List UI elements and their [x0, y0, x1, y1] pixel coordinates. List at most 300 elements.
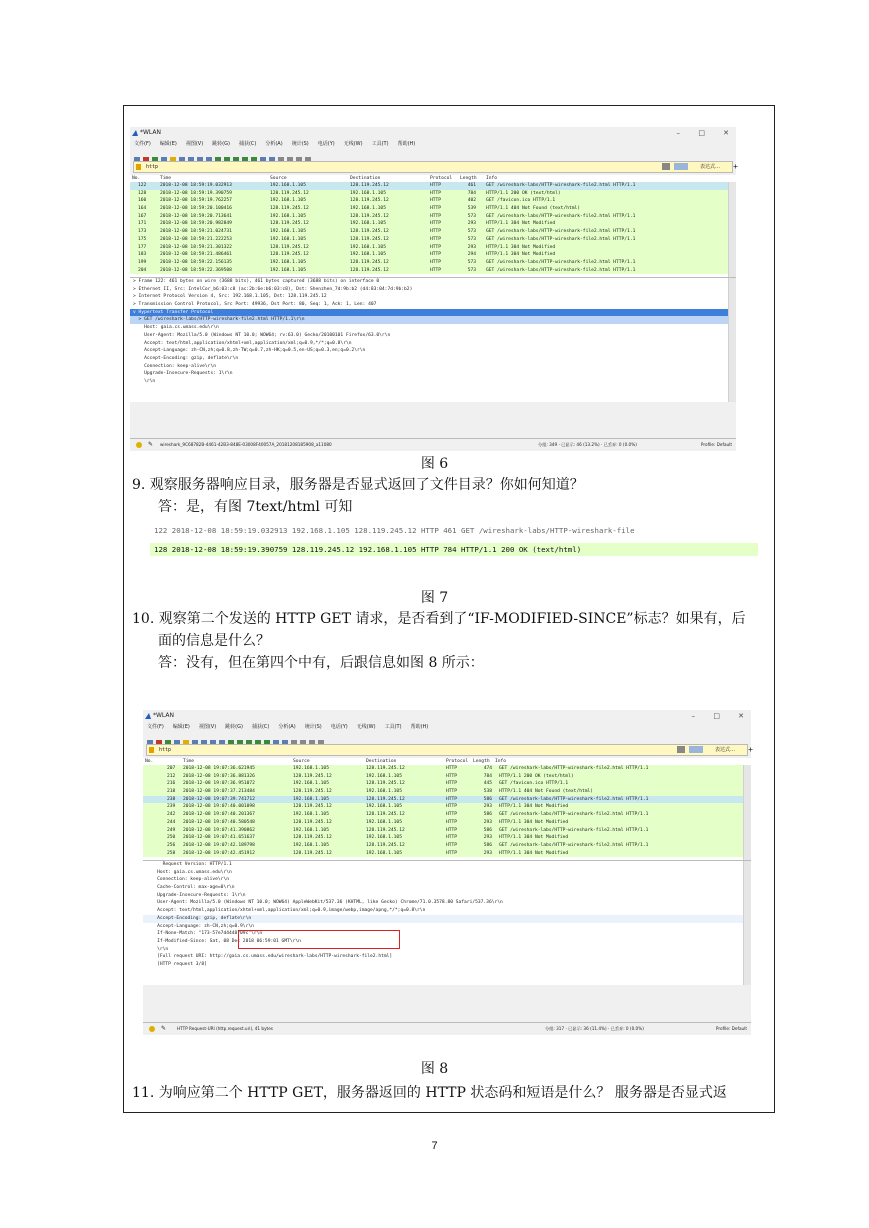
- detail-line[interactable]: [143, 899, 751, 907]
- cell-time: 2018-12-08 18:59:20.982849: [160, 221, 232, 227]
- packet-row[interactable]: [143, 788, 751, 796]
- menu-help[interactable]: 帮助(H): [410, 724, 429, 730]
- cell-destination: 192.168.1.105: [350, 252, 386, 258]
- col-length[interactable]: Length: [473, 759, 490, 764]
- col-time[interactable]: Time: [183, 759, 195, 764]
- packet-list: [143, 765, 751, 860]
- add-filter-icon[interactable]: +: [748, 745, 753, 754]
- detail-line[interactable]: [130, 363, 736, 371]
- cell-time: 2018-12-08 18:59:21.486461: [160, 252, 232, 258]
- edit-comment-icon[interactable]: ✎: [148, 441, 154, 448]
- cell-destination: 128.119.245.12: [366, 842, 405, 848]
- add-filter-icon[interactable]: +: [733, 162, 738, 171]
- detail-text: User-Agent: Mozilla/5.0 (Windows NT 10.0; WOW64; rv:63.0) Gecko/20100101 Firefox/63.0\r\n: [133, 332, 391, 338]
- cell-length: 573: [467, 229, 476, 235]
- menu-wireless[interactable]: 无线(W): [356, 724, 376, 730]
- expression-button[interactable]: 表达式…: [714, 747, 735, 753]
- cell-source: 192.168.1.105: [293, 766, 329, 771]
- cell-source: 192.168.1.105: [293, 812, 329, 818]
- cell-time: 2018-12-08 19:07:37.213484: [183, 789, 255, 795]
- detail-line[interactable]: [143, 884, 751, 892]
- packet-row[interactable]: [130, 228, 736, 236]
- cell-info: HTTP/1.1 304 Not Modified: [499, 804, 569, 810]
- status-ready-icon: [149, 1026, 155, 1032]
- cell-source: 128.119.245.12: [293, 850, 332, 856]
- cell-info: GET /wireshark-labs/HTTP-wireshark-file2.html HTTP/1.1: [486, 183, 636, 188]
- detail-line[interactable]: [130, 347, 736, 355]
- cell-protocol: HTTP: [446, 773, 458, 779]
- cell-protocol: HTTP: [430, 190, 442, 196]
- cell-source: 128.119.245.12: [293, 835, 332, 841]
- menu-edit[interactable]: 编辑(E): [159, 141, 177, 147]
- cell-destination: 128.119.245.12: [366, 827, 405, 833]
- cell-protocol: HTTP: [446, 842, 458, 848]
- expression-button[interactable]: 表达式…: [699, 164, 720, 170]
- cell-source: 128.119.245.12: [293, 789, 332, 795]
- cell-length: 293: [483, 804, 492, 810]
- cell-source: 192.168.1.105: [293, 842, 329, 848]
- maximize-icon[interactable]: □: [713, 712, 720, 720]
- col-destination[interactable]: Destination: [366, 759, 397, 764]
- menu-telephony[interactable]: 电话(Y): [330, 724, 348, 730]
- detail-text: Accept-Encoding: gzip, deflate\r\n: [146, 915, 252, 921]
- question-10-line1: 10. 观察第二个发送的 HTTP GET 请求，是否看到了“IF-MODIFIED-SINCE”标志？如果有，后: [132, 611, 746, 627]
- cell-no: 207: [167, 766, 176, 771]
- detail-text: Cache-Control: max-age=0\r\n: [146, 885, 235, 891]
- cell-time: 2018-12-08 19:07:39.741712: [183, 796, 255, 802]
- cell-source: 128.119.245.12: [270, 221, 309, 227]
- packet-row[interactable]: [130, 259, 736, 267]
- menu-analyze[interactable]: 分析(A): [265, 141, 283, 147]
- close-icon[interactable]: ✕: [723, 129, 729, 137]
- col-no[interactable]: No.: [145, 759, 154, 764]
- menubar: [130, 139, 736, 149]
- packet-list-scrollbar[interactable]: [743, 765, 751, 860]
- figure-7-caption: 图 7: [420, 590, 449, 606]
- packet-row[interactable]: [143, 780, 751, 788]
- page-number: 7: [431, 1140, 438, 1152]
- cell-destination: 192.168.1.105: [350, 190, 386, 196]
- status-ready-icon: [136, 442, 142, 448]
- cell-source: 192.168.1.105: [270, 236, 306, 242]
- detail-line[interactable]: [130, 286, 736, 294]
- cell-no: 249: [167, 827, 176, 833]
- detail-text: > GET /wireshark-labs/HTTP-wireshark-file2.html HTTP/1.1\r\n: [133, 317, 305, 323]
- col-length[interactable]: Length: [460, 176, 477, 181]
- cell-destination: 192.168.1.105: [366, 804, 402, 810]
- cell-source: 192.168.1.105: [270, 259, 306, 265]
- cell-no: 216: [167, 781, 176, 787]
- cell-destination: 128.119.245.12: [350, 183, 389, 188]
- cell-time: 2018-12-08 19:07:40.580548: [183, 819, 255, 825]
- cell-source: 192.168.1.105: [293, 796, 329, 802]
- cell-source: 192.168.1.105: [270, 198, 306, 204]
- cell-no: 199: [138, 259, 147, 265]
- cell-destination: 192.168.1.105: [366, 835, 402, 841]
- cell-length: 586: [483, 812, 492, 818]
- clear-filter-icon[interactable]: [677, 746, 685, 753]
- cell-destination: 128.119.245.12: [366, 796, 405, 802]
- clear-filter-icon[interactable]: [662, 163, 670, 170]
- cell-length: 784: [483, 773, 492, 779]
- cell-no: 177: [138, 244, 147, 250]
- cell-time: 2018-12-08 19:07:36.881326: [183, 773, 255, 779]
- detail-line[interactable]: [143, 861, 751, 869]
- cell-source: 128.119.245.12: [293, 819, 332, 825]
- cell-info: HTTP/1.1 404 Not Found (text/html): [486, 206, 581, 212]
- cell-time: 2018-12-08 19:07:36.621945: [183, 766, 255, 771]
- cell-info: GET /wireshark-labs/HTTP-wireshark-file2.html HTTP/1.1: [499, 842, 649, 848]
- menu-telephony[interactable]: 电话(Y): [317, 141, 335, 147]
- profile-label[interactable]: Profile: Default: [715, 1026, 747, 1031]
- cell-protocol: HTTP: [446, 819, 458, 825]
- col-source[interactable]: Source: [270, 176, 287, 181]
- cell-destination: 128.119.245.12: [366, 781, 405, 787]
- detail-line[interactable]: [143, 961, 751, 969]
- cell-length: 445: [483, 781, 492, 787]
- packet-details: [143, 860, 751, 985]
- cell-time: 2018-12-08 18:59:21.301322: [160, 244, 232, 250]
- cell-time: 2018-12-08 19:07:40.001098: [183, 804, 255, 810]
- packet-row[interactable]: [143, 827, 751, 835]
- detail-text: Accept-Language: zh-CN,zh;q=0.8,zh-TW;q=0.7,zh-HK;q=0.5,en-US;q=0.3,en;q=0.2\r\n: [133, 348, 366, 354]
- question-9: 9. 观察服务器响应目录，服务器是否显式返回了文件目录？你如何知道？: [132, 477, 584, 493]
- packet-row[interactable]: [143, 819, 751, 827]
- statusbar: [143, 1022, 751, 1035]
- detail-line[interactable]: [130, 355, 736, 363]
- menu-tools[interactable]: 工具(T): [384, 724, 402, 730]
- profile-label[interactable]: Profile: Default: [700, 442, 732, 447]
- wireshark-window-fig6: [130, 127, 736, 451]
- packet-row[interactable]: [130, 205, 736, 213]
- cell-no: 183: [138, 252, 147, 258]
- detail-line[interactable]: [143, 892, 751, 900]
- window-title: *WLAN: [140, 129, 162, 136]
- cell-time: 2018-12-08 18:59:21.024731: [160, 229, 232, 235]
- cell-info: HTTP/1.1 200 OK (text/html): [486, 190, 561, 196]
- detail-text: Upgrade-Insecure-Requests: 1\r\n: [133, 371, 233, 377]
- detail-text: [HTTP request 3/8]: [146, 961, 207, 967]
- cell-protocol: HTTP: [446, 804, 458, 810]
- detail-line[interactable]: [130, 378, 736, 386]
- packet-row[interactable]: [130, 244, 736, 252]
- cell-time: 2018-12-08 18:59:19.390759: [160, 190, 232, 196]
- cell-time: 2018-12-08 19:07:42.451912: [183, 850, 255, 856]
- detail-line[interactable]: [143, 923, 751, 931]
- detail-text: If-Modified-Since: Sat, 08 Dec 2018 06:59:01 GMT\r\n: [146, 938, 301, 944]
- packet-list: [130, 182, 736, 277]
- cell-source: 192.168.1.105: [270, 267, 306, 273]
- figure-8-caption: 图 8: [420, 1061, 449, 1077]
- cell-destination: 192.168.1.105: [366, 773, 402, 779]
- cell-info: GET /wireshark-labs/HTTP-wireshark-file2.html HTTP/1.1: [486, 267, 636, 273]
- packet-row[interactable]: [143, 773, 751, 781]
- menu-view[interactable]: 视图(V): [198, 724, 217, 730]
- apply-filter-icon[interactable]: [674, 163, 688, 170]
- col-no[interactable]: No.: [132, 176, 141, 181]
- cell-destination: 128.119.245.12: [366, 812, 405, 818]
- packet-row[interactable]: [143, 796, 751, 804]
- col-info[interactable]: Info: [486, 176, 498, 181]
- cell-destination: 192.168.1.105: [350, 206, 386, 212]
- packet-row-200-ok[interactable]: [150, 543, 758, 556]
- cell-destination: 128.119.245.12: [366, 766, 405, 771]
- packet-row[interactable]: [130, 251, 736, 259]
- cell-no: 258: [167, 850, 176, 856]
- cell-time: 2018-12-08 18:59:21.222253: [160, 236, 232, 242]
- detail-line[interactable]: [143, 876, 751, 884]
- cell-time: 2018-12-08 18:59:19.032913: [160, 183, 232, 188]
- maximize-icon[interactable]: □: [698, 129, 705, 137]
- col-protocol[interactable]: Protocol: [430, 176, 453, 181]
- cell-no: 173: [138, 229, 147, 235]
- cell-length: 293: [483, 835, 492, 841]
- packet-row[interactable]: [130, 182, 736, 190]
- figure-6-caption: 图 6: [420, 456, 449, 472]
- cell-info: GET /wireshark-labs/HTTP-wireshark-file2.html HTTP/1.1: [486, 213, 636, 219]
- detail-text: Upgrade-Insecure-Requests: 1\r\n: [146, 892, 246, 898]
- cell-source: 128.119.245.12: [293, 804, 332, 810]
- cell-protocol: HTTP: [446, 812, 458, 818]
- details-scrollbar[interactable]: [743, 861, 751, 985]
- packet-row[interactable]: [130, 197, 736, 205]
- packet-row[interactable]: [143, 850, 751, 858]
- cell-source: 128.119.245.12: [270, 252, 309, 258]
- cell-length: 474: [483, 766, 492, 771]
- cell-info: HTTP/1.1 304 Not Modified: [499, 850, 569, 856]
- detail-line[interactable]: [143, 907, 751, 915]
- display-filter-input[interactable]: [133, 161, 738, 173]
- cell-info: GET /wireshark-labs/HTTP-wireshark-file2.html HTTP/1.1: [499, 796, 649, 802]
- cell-info: GET /wireshark-labs/HTTP-wireshark-file2.html HTTP/1.1: [499, 827, 649, 833]
- detail-text: Connection: keep-alive\r\n: [133, 363, 216, 369]
- menu-capture[interactable]: 捕获(C): [251, 724, 270, 730]
- cell-no: 238: [167, 796, 176, 802]
- cell-source: 192.168.1.105: [270, 229, 306, 235]
- menu-edit[interactable]: 编辑(E): [172, 724, 190, 730]
- capture-file-name: wireshark_9C68782B-4461-42B3-848E-03008F40057A_20181208185908_a11080: [160, 442, 332, 447]
- packet-row[interactable]: [130, 220, 736, 228]
- answer-9: 答：是，有图 7text/html 可知: [158, 499, 353, 515]
- packet-row[interactable]: [143, 842, 751, 850]
- packet-row-text: 128 2018-12-08 18:59:19.390759 128.119.245.12 192.168.1.105 HTTP 784 HTTP/1.1 200 OK (text/html): [154, 545, 582, 554]
- detail-line[interactable]: [130, 309, 736, 317]
- cell-length: 539: [467, 206, 476, 212]
- menu-wireless[interactable]: 无线(W): [343, 141, 363, 147]
- cell-length: 586: [483, 827, 492, 833]
- detail-line[interactable]: [130, 301, 736, 309]
- bookmark-icon: [136, 164, 141, 170]
- details-scrollbar[interactable]: [728, 278, 736, 402]
- packet-list-scrollbar[interactable]: [728, 182, 736, 277]
- detail-line[interactable]: [143, 946, 751, 954]
- cell-protocol: HTTP: [430, 236, 442, 242]
- menu-statistics[interactable]: 统计(S): [304, 724, 322, 730]
- filter-value: http: [146, 164, 159, 170]
- detail-line[interactable]: [143, 938, 751, 946]
- cell-destination: 192.168.1.105: [350, 244, 386, 250]
- cell-no: 175: [138, 236, 147, 242]
- cell-info: GET /wireshark-labs/HTTP-wireshark-file2.html HTTP/1.1: [499, 766, 649, 771]
- cell-destination: 128.119.245.12: [350, 267, 389, 273]
- cell-no: 242: [167, 812, 176, 818]
- detail-line[interactable]: [130, 340, 736, 348]
- apply-filter-icon[interactable]: [689, 746, 703, 753]
- cell-no: 239: [167, 804, 176, 810]
- detail-line[interactable]: [143, 869, 751, 877]
- packet-row[interactable]: [143, 834, 751, 842]
- if-modified-since-highlight-box: [238, 930, 400, 949]
- bookmark-icon: [149, 747, 154, 753]
- packet-row[interactable]: [130, 267, 736, 275]
- cell-destination: 192.168.1.105: [366, 850, 402, 856]
- cell-info: HTTP/1.1 304 Not Modified: [486, 252, 556, 258]
- cell-length: 293: [483, 819, 492, 825]
- cell-protocol: HTTP: [430, 198, 442, 204]
- menu-go[interactable]: 跳转(G): [212, 141, 230, 147]
- cell-length: 586: [483, 796, 492, 802]
- cell-time: 2018-12-08 18:59:22.369508: [160, 267, 232, 273]
- cell-time: 2018-12-08 19:07:36.951072: [183, 781, 255, 787]
- cell-protocol: HTTP: [446, 850, 458, 856]
- cell-no: 164: [138, 206, 147, 212]
- packet-row[interactable]: [143, 803, 751, 811]
- close-icon[interactable]: ✕: [738, 712, 744, 720]
- display-filter-input[interactable]: [146, 744, 753, 756]
- detail-line[interactable]: [130, 332, 736, 340]
- minimize-icon[interactable]: –: [676, 129, 680, 137]
- question-10-line2: 面的信息是什么？: [158, 633, 270, 649]
- cell-destination: 128.119.245.12: [350, 236, 389, 242]
- col-time[interactable]: Time: [160, 176, 172, 181]
- cell-length: 586: [483, 842, 492, 848]
- col-info[interactable]: Info: [495, 759, 507, 764]
- cell-length: 784: [467, 190, 476, 196]
- menu-go[interactable]: 跳转(G): [225, 724, 243, 730]
- detail-text: If-None-Match: "173-57e7d4448709c"\r\n: [146, 931, 263, 937]
- menu-statistics[interactable]: 统计(S): [291, 141, 309, 147]
- cell-source: 128.119.245.12: [270, 206, 309, 212]
- cell-protocol: HTTP: [430, 213, 442, 219]
- cell-time: 2018-12-08 18:59:20.713641: [160, 213, 232, 219]
- menu-file[interactable]: 文件(F): [147, 724, 164, 730]
- filter-value: http: [159, 747, 172, 753]
- cell-destination: 192.168.1.105: [366, 819, 402, 825]
- detail-line[interactable]: [143, 915, 751, 923]
- packet-row[interactable]: [130, 213, 736, 221]
- detail-line[interactable]: [143, 953, 751, 961]
- cell-length: 573: [467, 213, 476, 219]
- cell-no: 250: [167, 835, 176, 841]
- cell-time: 2018-12-08 18:59:22.156135: [160, 259, 232, 265]
- answer-10: 答：没有，但在第四个中有，后跟信息如图 8 所示：: [158, 655, 484, 671]
- menu-view[interactable]: 视图(V): [185, 141, 204, 147]
- packet-list-header: [143, 758, 751, 765]
- cell-source: 128.119.245.12: [270, 244, 309, 250]
- detail-text: > Transmission Control Protocol, Src Port: 49936, Dst Port: 80, Seq: 1, Ack: 1, Len: 407: [133, 302, 377, 308]
- cell-protocol: HTTP: [446, 827, 458, 833]
- cell-destination: 192.168.1.105: [350, 221, 386, 227]
- cell-info: HTTP/1.1 304 Not Modified: [499, 819, 569, 825]
- statusbar: [130, 438, 736, 451]
- cell-destination: 128.119.245.12: [350, 229, 389, 235]
- detail-line[interactable]: [130, 316, 736, 324]
- col-destination[interactable]: Destination: [350, 176, 381, 181]
- cell-no: 160: [138, 198, 147, 204]
- detail-text: User-Agent: Mozilla/5.0 (Windows NT 10.0; WOW64) AppleWebKit/537.36 (KHTML, like Gecko) Chrome/71.0.3578.80 Safari/537.36\r\n: [146, 900, 503, 906]
- detail-line[interactable]: [130, 324, 736, 332]
- menu-analyze[interactable]: 分析(A): [278, 724, 296, 730]
- cell-info: HTTP/1.1 304 Not Modified: [486, 244, 556, 250]
- menu-help[interactable]: 帮助(H): [397, 141, 416, 147]
- detail-line[interactable]: [130, 293, 736, 301]
- cell-info: GET /wireshark-labs/HTTP-wireshark-file2.html HTTP/1.1: [486, 259, 636, 265]
- cell-protocol: HTTP: [430, 259, 442, 265]
- wireshark-fin-icon: [145, 713, 151, 719]
- cell-protocol: HTTP: [446, 796, 458, 802]
- main-toolbar: [130, 149, 736, 159]
- packet-row[interactable]: [130, 190, 736, 198]
- minimize-icon[interactable]: –: [691, 712, 695, 720]
- cell-destination: 192.168.1.105: [366, 789, 402, 795]
- cell-info: HTTP/1.1 200 OK (text/html): [499, 773, 574, 779]
- detail-text: Accept-Encoding: gzip, deflate\r\n: [133, 355, 239, 361]
- menu-tools[interactable]: 工具(T): [371, 141, 389, 147]
- packet-counts: 分组: 349 · 已显示: 46 (13.2%) · 已丢弃: 0 (0.0%): [538, 442, 637, 447]
- cell-time: 2018-12-08 19:07:41.390862: [183, 827, 255, 833]
- cell-protocol: HTTP: [430, 183, 442, 188]
- detail-line[interactable]: [143, 930, 751, 938]
- cell-length: 538: [483, 789, 492, 795]
- cell-length: 294: [467, 252, 476, 258]
- cell-destination: 128.119.245.12: [350, 259, 389, 265]
- cell-info: GET /wireshark-labs/HTTP-wireshark-file2.html HTTP/1.1: [486, 236, 636, 242]
- col-source[interactable]: Source: [293, 759, 310, 764]
- detail-line[interactable]: [130, 278, 736, 286]
- cell-no: 171: [138, 221, 147, 227]
- detail-text: Accept: text/html,application/xhtml+xml,application/xml;q=0.9,*/*;q=0.8\r\n: [133, 340, 352, 346]
- detail-text: Host: gaia.cs.umass.edu\r\n: [146, 869, 232, 875]
- cell-no: 122: [138, 183, 147, 188]
- cell-info: GET /favicon.ico HTTP/1.1: [486, 198, 556, 204]
- cell-no: 167: [138, 213, 147, 219]
- cell-protocol: HTTP: [430, 206, 442, 212]
- cell-info: GET /favicon.ico HTTP/1.1: [499, 781, 569, 787]
- cell-destination: 128.119.245.12: [350, 198, 389, 204]
- detail-line[interactable]: [130, 370, 736, 378]
- packet-row[interactable]: [143, 765, 751, 773]
- detail-text: > Ethernet II, Src: IntelCor_b6:03:c8 (ac:2b:6e:b6:03:c8), Dst: Shenzhen_7d:9b:b2 (d4:83:04:7d:9b:b2): [133, 286, 413, 292]
- menu-capture[interactable]: 捕获(C): [238, 141, 257, 147]
- col-protocol[interactable]: Protocol: [446, 759, 469, 764]
- cell-no: 204: [138, 267, 147, 273]
- packet-list-header: [130, 175, 736, 182]
- cell-protocol: HTTP: [430, 221, 442, 227]
- detail-text: v Hypertext Transfer Protocol: [133, 309, 214, 315]
- cell-info: GET /wireshark-labs/HTTP-wireshark-file2.html HTTP/1.1: [486, 229, 636, 235]
- cell-protocol: HTTP: [430, 244, 442, 250]
- main-toolbar: [143, 732, 751, 742]
- packet-row[interactable]: [130, 236, 736, 244]
- question-11: 11. 为响应第二个 HTTP GET，服务器返回的 HTTP 状态码和短语是什么？ 服务器是否显式返: [132, 1085, 727, 1101]
- edit-comment-icon[interactable]: ✎: [161, 1025, 167, 1032]
- menu-file[interactable]: 文件(F): [134, 141, 151, 147]
- cell-protocol: HTTP: [446, 781, 458, 787]
- cell-length: 573: [467, 236, 476, 242]
- packet-row[interactable]: [143, 811, 751, 819]
- cell-info: HTTP/1.1 304 Not Modified: [499, 835, 569, 841]
- detail-text: Connection: keep-alive\r\n: [146, 877, 229, 883]
